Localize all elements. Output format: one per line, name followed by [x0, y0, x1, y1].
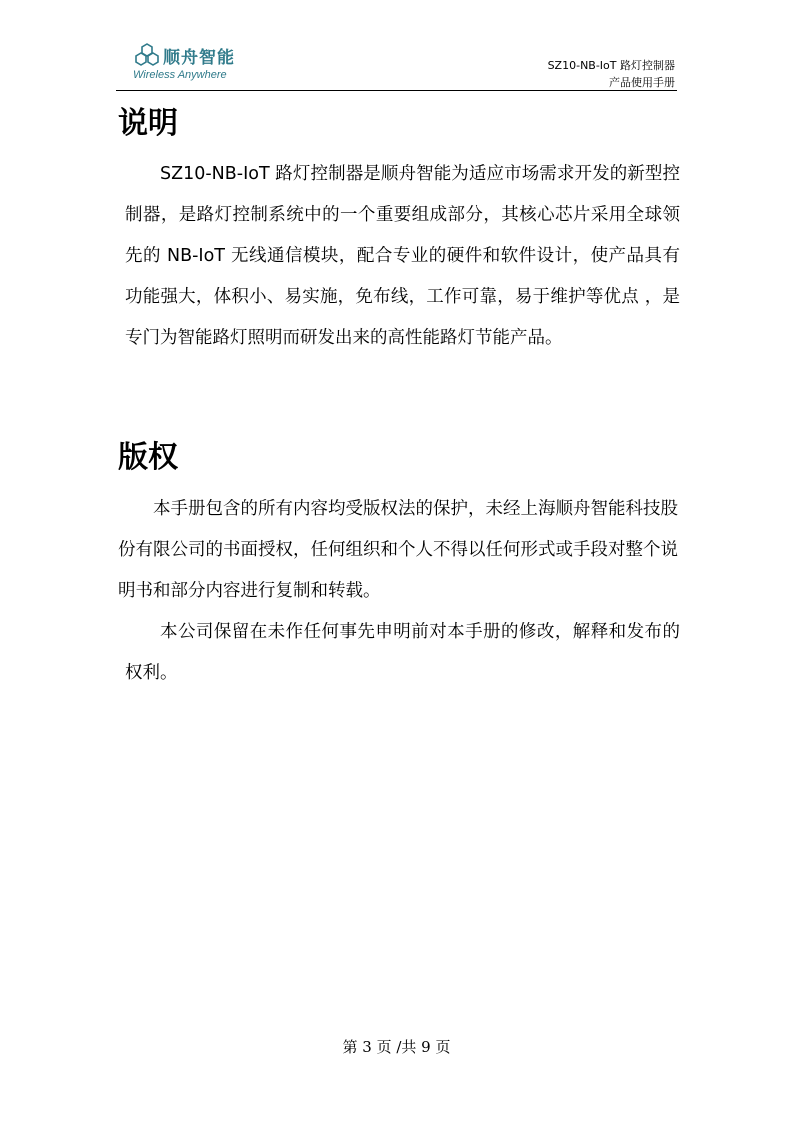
page-number: 第 3 页 /共 9 页 — [342, 1038, 451, 1056]
company-logo — [131, 42, 251, 86]
logo-company-name: 顺舟智能 — [163, 48, 235, 68]
logo-icon — [135, 42, 159, 68]
section-heading-copyright: 版权 — [118, 440, 178, 475]
copyright-paragraph-1: 本手册包含的所有内容均受版权法的保护，未经上海顺舟智能科技股份有限公司的书面授权，任何组织和个人不得以任何形式或手段对整个说明书和部分内容进行复制和转载。 — [118, 499, 678, 601]
document-header — [548, 57, 675, 91]
description-paragraph: SZ10-NB-IoT 路灯控制器是顺舟智能为适应市场需求开发的新型控制器，是路灯控制系统中的一个重要组成部分，其核心芯片采用全球领先的 NB-IoT 无线通信模块，配合专业的硬件和软件设计，使产品具有功能强大，体积小、易实施，免布线，工作可靠，易于维护等优点 ，是专门为智能路灯照明而研发出来的高性能路灯节能产品。 — [125, 164, 680, 348]
logo-tagline: Wireless Anywhere — [133, 69, 227, 81]
header-divider — [116, 90, 677, 91]
copyright-paragraph-2: 本公司保留在未作任何事先申明前对本手册的修改，解释和发布的权利。 — [125, 622, 680, 683]
document-title: SZ10-NB-IoT 路灯控制器 — [547, 59, 675, 72]
document-subtitle: 产品使用手册 — [609, 76, 675, 89]
section-heading-description: 说明 — [118, 106, 178, 141]
